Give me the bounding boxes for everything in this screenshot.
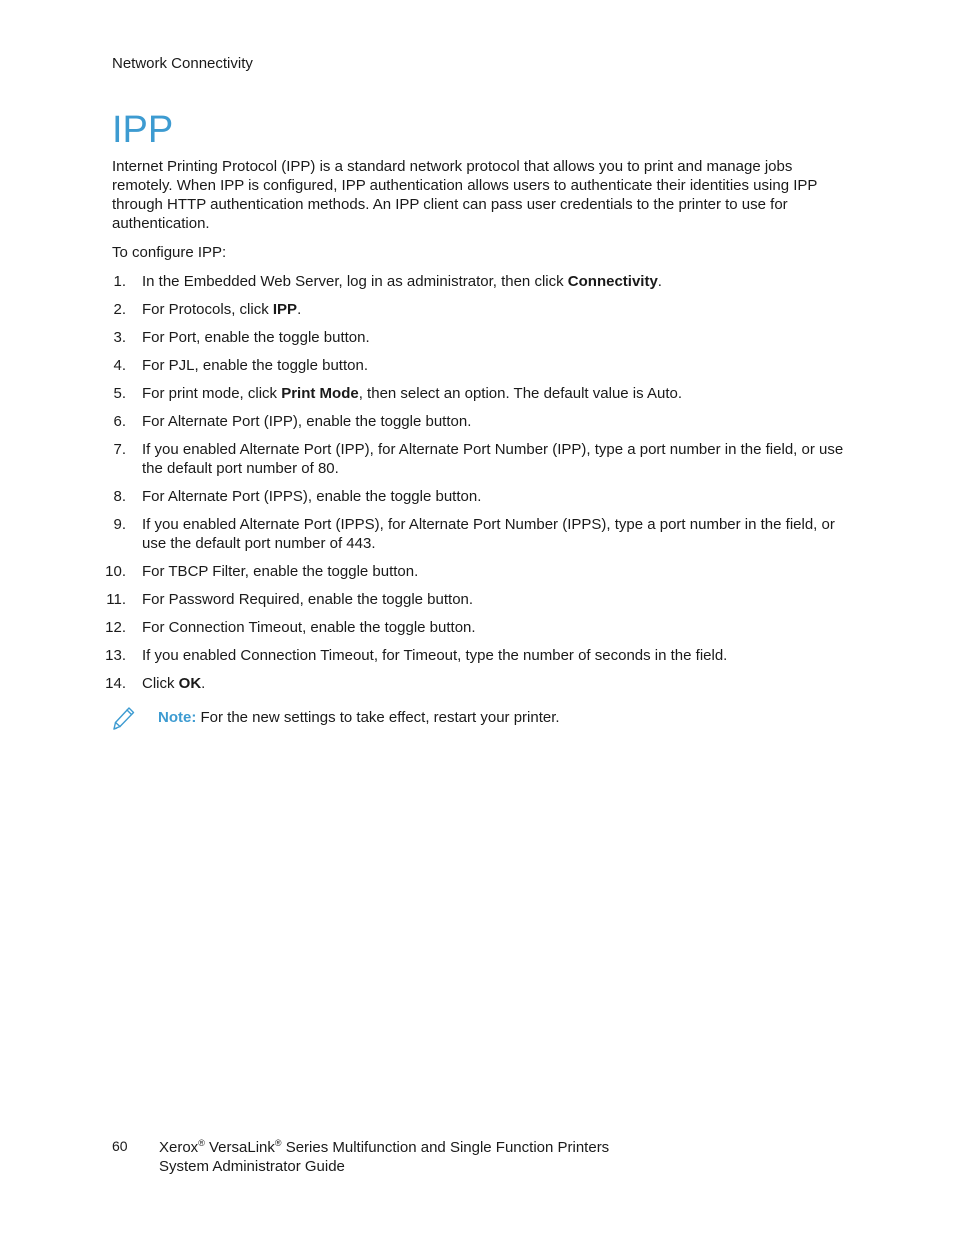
step-text: If you enabled Alternate Port (IPP), for Alternate Port Number (IPP), type a port number in the field, or use the default port number of 80. — [142, 441, 844, 477]
note-label: Note: — [158, 709, 197, 726]
step-text: For Connection Timeout, enable the toggle button. — [142, 619, 476, 636]
step-number: 6. — [113, 413, 126, 430]
step-item — [100, 487, 845, 506]
step-text: Click — [142, 675, 179, 692]
step-text-tail: . — [297, 301, 302, 318]
page-title: IPP — [112, 109, 174, 151]
step-item — [100, 272, 845, 291]
pencil-icon — [112, 705, 136, 731]
step-text: If you enabled Alternate Port (IPPS), for Alternate Port Number (IPPS), type a port number in the field, or use the default port number of 443. — [142, 516, 835, 552]
footer-product: VersaLink — [209, 1139, 275, 1156]
footer-line-2: System Administrator Guide — [159, 1158, 345, 1175]
intro-paragraph: Internet Printing Protocol (IPP) is a standard network protocol that allows you to print and manage jobs remotely. When IPP is configured, IPP authentication allows users to authenticate their identities using IPP through HTTP authentication methods. An IPP client can pass user credentials to the printer to use for authentication. — [112, 158, 818, 232]
step-text: For PJL, enable the toggle button. — [142, 357, 368, 374]
step-number: 12. — [105, 619, 126, 636]
step-ui-term: Connectivity — [567, 273, 658, 290]
step-text: For Password Required, enable the toggle button. — [142, 591, 474, 608]
step-ui-term: IPP — [272, 301, 298, 318]
step-text: For Alternate Port (IPPS), enable the toggle button. — [142, 488, 482, 505]
step-text: In the Embedded Web Server, log in as administrator, then click — [142, 273, 568, 290]
registered-mark: ® — [198, 1138, 205, 1148]
note-text-line — [158, 708, 560, 727]
step-text: For Port, enable the toggle button. — [142, 329, 370, 346]
step-item — [100, 674, 845, 693]
footer-series: Series Multifunction and Single Function Printers — [285, 1139, 610, 1156]
step-number: 5. — [113, 385, 126, 402]
registered-mark: ® — [274, 1138, 282, 1148]
step-number: 8. — [113, 488, 126, 505]
step-number: 2. — [113, 301, 126, 318]
step-text-tail: . — [201, 675, 206, 692]
step-number: 10. — [105, 563, 126, 580]
step-number: 11. — [106, 591, 126, 608]
step-text: For print mode, click — [142, 385, 282, 402]
footer-line-1 — [159, 1138, 609, 1157]
step-item — [100, 384, 845, 403]
step-number: 14. — [105, 675, 126, 692]
footer-brand: Xerox — [159, 1139, 199, 1156]
step-text: For Protocols, click — [142, 301, 273, 318]
step-text: For Alternate Port (IPP), enable the toggle button. — [142, 413, 472, 430]
step-item — [100, 300, 845, 319]
step-text-tail: . — [657, 273, 662, 290]
step-number: 13. — [105, 647, 126, 664]
step-text: For TBCP Filter, enable the toggle button. — [142, 563, 419, 580]
running-header: Network Connectivity — [112, 55, 253, 72]
step-number: 1. — [113, 273, 126, 290]
step-item — [100, 440, 845, 478]
step-ui-term: OK — [178, 675, 202, 692]
step-item — [100, 328, 845, 347]
step-item — [100, 618, 845, 637]
step-item — [100, 515, 845, 553]
page-number: 60 — [112, 1138, 128, 1154]
step-number: 4. — [113, 357, 126, 374]
step-item — [100, 590, 845, 609]
step-number: 7. — [113, 441, 126, 458]
steps-list — [100, 272, 845, 702]
step-item — [100, 412, 845, 431]
footer-title — [159, 1138, 609, 1176]
step-number: 9. — [113, 516, 126, 533]
step-item — [100, 562, 845, 581]
procedure-lead: To configure IPP: — [112, 244, 227, 261]
note-text: For the new settings to take effect, restart your printer. — [200, 709, 560, 726]
step-number: 3. — [113, 329, 126, 346]
step-ui-term: Print Mode — [281, 385, 359, 402]
step-text: If you enabled Connection Timeout, for Timeout, type the number of seconds in the field. — [142, 647, 728, 664]
step-item — [100, 356, 845, 375]
step-text-tail: , then select an option. The default value is Auto. — [358, 385, 682, 402]
step-item — [100, 646, 845, 665]
